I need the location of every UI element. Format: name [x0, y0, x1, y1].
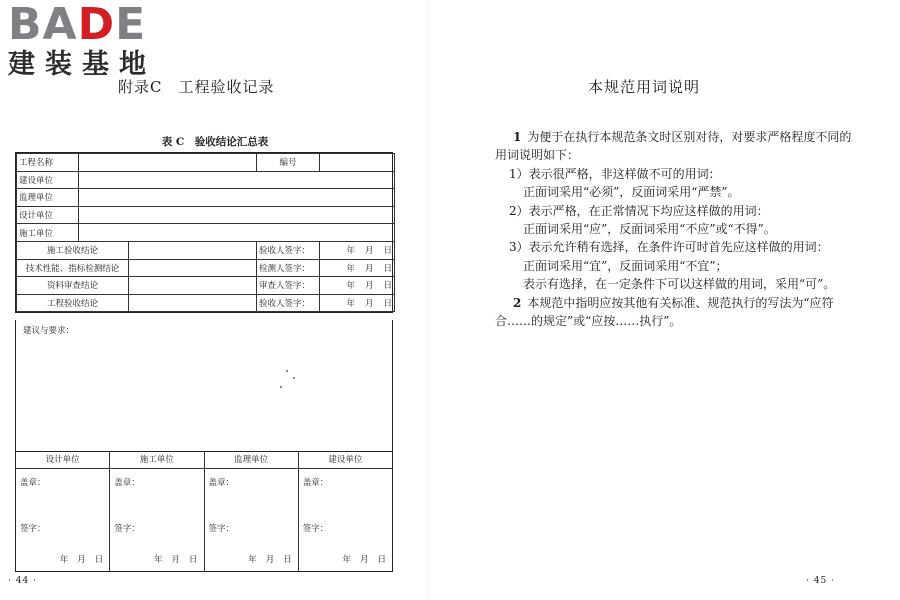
- usage-sub-1-detail: 正面词采用“必须”，反面词采用“严禁”。: [523, 185, 740, 200]
- sign-date: 年 月 日: [59, 555, 104, 565]
- usage-sub-2: 2）表示严格，在正常情况下均应这样做的用词：: [509, 203, 769, 218]
- logo-wordmark: BADE: [8, 0, 147, 50]
- stamp-label: 盖章：: [302, 478, 329, 488]
- sign-unit-label: 设计单位: [16, 452, 109, 469]
- table-row: [17, 294, 395, 312]
- conclusion-field[interactable]: [129, 241, 257, 259]
- page-number-right: · 45 ·: [806, 576, 835, 586]
- number-label: 编号: [257, 154, 320, 172]
- usage-sub-2-detail: 正面词采用“应”，反面词采用“不应”或“不得”。: [523, 222, 776, 237]
- signer-label: 检测人签字：: [257, 259, 320, 277]
- left-page: [0, 0, 430, 600]
- table-row: [17, 224, 395, 242]
- conclusion-label: 施工验收结论: [17, 241, 129, 259]
- project-name-field[interactable]: [79, 154, 257, 172]
- bade-logo: [8, 2, 156, 80]
- table-row: [17, 277, 395, 295]
- usage-item-1: 1 为便于在执行本规范条文时区别对待，对要求严格程度不同的用词说明如下：: [495, 130, 852, 163]
- signature-label: 签字：: [20, 524, 46, 534]
- stamp-label: 盖章：: [20, 478, 46, 488]
- sign-unit-label: 施工单位: [110, 452, 203, 469]
- remarks-area[interactable]: [15, 320, 393, 451]
- sign-column-owner: [299, 452, 392, 571]
- table-row: [17, 206, 395, 224]
- sign-column-supervision: [205, 452, 299, 571]
- acceptance-summary-table: [15, 152, 393, 313]
- builder-label: 建设单位: [17, 171, 79, 189]
- sign-date: 年 月 日: [153, 555, 198, 565]
- conclusion-field[interactable]: [129, 277, 257, 295]
- conclusion-label: 技术性能、指标检测结论: [17, 259, 129, 277]
- usage-item-2: 2 本规范中指明应按其他有关标准、规范执行的写法为“应符合……的规定”或“应按……执行”。: [495, 295, 834, 329]
- number-field[interactable]: [320, 154, 395, 172]
- scan-speck: [286, 370, 288, 372]
- conclusion-label: 资料审查结论: [17, 277, 129, 295]
- table-row: [17, 154, 395, 172]
- stamp-label: 盖章：: [208, 478, 235, 488]
- usage-body: [495, 128, 855, 330]
- usage-sub-3: 3）表示允许稍有选择，在条件许可时首先应这样做的用词：: [509, 240, 829, 255]
- stamp-label: 盖章：: [114, 478, 140, 488]
- conclusion-field[interactable]: [129, 259, 257, 277]
- usage-sub-1: 1）表示很严格，非这样做不可的用词：: [509, 166, 721, 181]
- table-row: [17, 189, 395, 207]
- table-title: 表 C 验收结论汇总表: [161, 136, 269, 148]
- table-row: [17, 259, 395, 277]
- table-row: [17, 171, 395, 189]
- page-number-left: · 44 ·: [8, 576, 37, 586]
- remarks-label: 建议与要求：: [23, 326, 75, 336]
- usage-title: 本规范用词说明: [588, 78, 701, 96]
- contractor-label: 施工单位: [17, 224, 79, 242]
- sign-unit-label: 监理单位: [205, 452, 298, 469]
- right-page: [430, 0, 900, 600]
- signer-label: 审查人签字：: [257, 277, 320, 295]
- designer-field[interactable]: [79, 206, 395, 224]
- signature-label: 签字：: [302, 524, 329, 534]
- conclusion-label: 工程验收结论: [17, 294, 129, 312]
- date-cell[interactable]: 年 月 日: [320, 241, 395, 259]
- date-cell[interactable]: 年 月 日: [320, 294, 395, 312]
- logo-chinese: 建装基地: [8, 49, 156, 80]
- scan-speck: [293, 377, 295, 379]
- signature-label: 签字：: [114, 524, 140, 534]
- builder-field[interactable]: [79, 171, 395, 189]
- date-cell[interactable]: 年 月 日: [320, 277, 395, 295]
- signer-label: 验收人签字：: [257, 241, 320, 259]
- contractor-field[interactable]: [79, 224, 395, 242]
- supervisor-label: 监理单位: [17, 189, 79, 207]
- designer-label: 设计单位: [17, 206, 79, 224]
- project-name-label: 工程名称: [17, 154, 79, 172]
- supervisor-field[interactable]: [79, 189, 395, 207]
- conclusion-field[interactable]: [129, 294, 257, 312]
- appendix-title: 附录C 工程验收记录: [118, 78, 275, 96]
- signature-section: [15, 451, 393, 572]
- sign-date: 年 月 日: [342, 555, 386, 565]
- usage-sub-3-detail-1: 正面词采用“宜”，反面词采用“不宜”；: [523, 258, 728, 273]
- sign-column-construction: [110, 452, 204, 571]
- signature-label: 签字：: [208, 524, 235, 534]
- table-row: [17, 241, 395, 259]
- scan-speck: [280, 386, 282, 388]
- usage-sub-3-detail-2: 表示有选择，在一定条件下可以这样做的用词，采用“可”。: [523, 277, 836, 292]
- sign-column-design: [16, 452, 110, 571]
- date-cell[interactable]: 年 月 日: [320, 259, 395, 277]
- signer-label: 验收人签字：: [257, 294, 320, 312]
- sign-unit-label: 建设单位: [299, 452, 392, 469]
- sign-date: 年 月 日: [248, 555, 292, 565]
